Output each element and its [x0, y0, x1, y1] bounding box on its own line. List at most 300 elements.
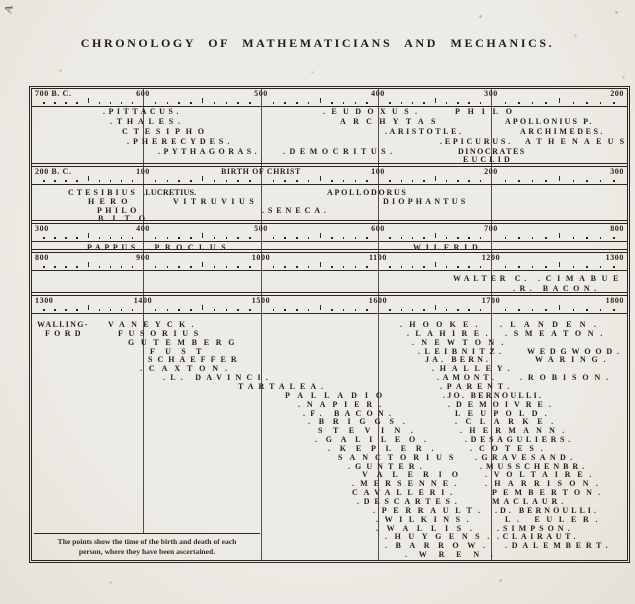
- half-century-tick: [435, 233, 436, 238]
- decade-tick: [273, 102, 275, 104]
- half-century-tick: [559, 98, 560, 103]
- decade-tick: [446, 237, 448, 239]
- scale-baseline: [32, 184, 627, 185]
- decade-tick: [446, 309, 448, 311]
- person-name: .LAHIRE.: [407, 329, 494, 338]
- decade-tick: [505, 237, 507, 239]
- decade-tick: [237, 309, 239, 311]
- decade-tick: [76, 309, 78, 311]
- decade-tick: [132, 266, 134, 268]
- decade-tick: [389, 237, 391, 239]
- century-label: 1000: [251, 253, 271, 262]
- decade-tick: [308, 266, 310, 268]
- century-label: 1300: [35, 296, 54, 305]
- person-name: .WILKINS.: [376, 515, 476, 524]
- person-name: .KEPLER.: [328, 444, 444, 453]
- band-separator: [32, 292, 627, 296]
- decade-tick: [214, 309, 216, 311]
- person-name: WEDGWOOD.: [527, 347, 624, 356]
- decade-tick: [505, 180, 507, 182]
- decade-tick: [54, 237, 56, 239]
- decade-tick: [110, 266, 112, 268]
- decade-tick: [155, 102, 157, 104]
- century-label: 400: [136, 224, 150, 233]
- person-name: PHILO: [97, 206, 140, 215]
- decade-tick: [331, 266, 333, 268]
- decade-tick: [355, 180, 357, 182]
- decade-tick: [343, 266, 345, 268]
- person-name: .PERRAULT.: [373, 506, 487, 515]
- decade-tick: [412, 237, 414, 239]
- person-name: WILFRID: [413, 243, 483, 252]
- decade-tick: [43, 237, 45, 239]
- decade-tick: [237, 102, 239, 104]
- decade-tick: [412, 180, 414, 182]
- half-century-tick: [88, 98, 89, 103]
- decade-tick: [457, 237, 459, 239]
- half-century-tick: [202, 176, 203, 181]
- century-label: 1500: [251, 296, 271, 305]
- chronology-table: [29, 86, 630, 563]
- century-divider-line: [261, 89, 262, 167]
- decade-tick: [284, 102, 286, 104]
- decade-tick: [389, 180, 391, 182]
- person-name: PALLADIO: [285, 391, 390, 400]
- decade-tick: [518, 102, 520, 104]
- decade-tick: [366, 266, 368, 268]
- century-label: 900: [136, 253, 150, 262]
- decade-tick: [480, 180, 482, 182]
- half-century-tick: [559, 176, 560, 181]
- century-label: 800: [35, 253, 49, 262]
- decade-tick: [423, 180, 425, 182]
- decade-tick: [505, 266, 507, 268]
- decade-tick: [613, 309, 615, 311]
- century-label: 300: [610, 167, 624, 176]
- decade-tick: [457, 102, 459, 104]
- decade-tick: [190, 102, 192, 104]
- decade-tick: [121, 180, 123, 182]
- decade-tick: [190, 237, 192, 239]
- person-name: .GUNTER.: [348, 462, 427, 471]
- person-name: CAVALLERI.: [352, 488, 458, 497]
- decade-tick: [412, 309, 414, 311]
- decade-tick: [423, 266, 425, 268]
- decade-tick: [401, 266, 403, 268]
- decade-tick: [331, 102, 333, 104]
- person-name: EUCLID: [463, 155, 513, 164]
- half-century-tick: [320, 98, 321, 103]
- decade-tick: [237, 180, 239, 182]
- century-divider-line: [261, 296, 262, 560]
- decade-tick: [457, 180, 459, 182]
- half-century-tick: [559, 305, 560, 310]
- decade-tick: [249, 237, 251, 239]
- person-name: MACLAUR.: [492, 497, 568, 506]
- half-century-tick: [435, 305, 436, 310]
- decade-tick: [366, 180, 368, 182]
- person-name: .HARRISON.: [485, 479, 606, 488]
- decade-tick: [401, 180, 403, 182]
- person-name: L. EULER.: [505, 515, 605, 524]
- person-name: ARCHIMEDES.: [520, 127, 605, 136]
- person-name: .SIMPSON.: [497, 524, 574, 533]
- footnote-line-2: person, where they have been ascertained.: [78, 546, 216, 556]
- century-label: 1700: [481, 296, 501, 305]
- decade-tick: [121, 266, 123, 268]
- person-name: PHILO: [455, 107, 520, 116]
- person-name: .MUSSCHENBR.: [480, 462, 589, 471]
- half-century-tick: [202, 98, 203, 103]
- person-name: DIOPHANTUS: [383, 197, 469, 206]
- decade-tick: [155, 309, 157, 311]
- decade-tick: [155, 237, 157, 239]
- decade-tick: [214, 237, 216, 239]
- half-century-tick: [202, 262, 203, 267]
- person-name: .DALEMBERT.: [505, 541, 613, 550]
- person-name: .NAPIER.: [298, 400, 389, 409]
- band-separator: [32, 220, 627, 224]
- decade-tick: [468, 102, 470, 104]
- decade-tick: [65, 102, 67, 104]
- decade-tick: [99, 266, 101, 268]
- person-name: GUTEMBERG: [128, 338, 242, 347]
- decade-tick: [43, 266, 45, 268]
- decade-tick: [600, 180, 602, 182]
- person-name: VANEYCK.: [108, 320, 200, 329]
- decade-tick: [343, 309, 345, 311]
- person-name: .HOOKE.: [400, 320, 485, 329]
- person-name: .WALLIS.: [376, 524, 481, 533]
- decade-tick: [76, 266, 78, 268]
- decade-tick: [366, 309, 368, 311]
- person-name: ARCHYTAS: [340, 117, 443, 126]
- decade-tick: [457, 266, 459, 268]
- century-label: 200: [610, 89, 624, 98]
- half-century-tick: [88, 262, 89, 267]
- decade-tick: [532, 266, 534, 268]
- decade-tick: [545, 237, 547, 239]
- person-name: DINOCRATES: [458, 147, 526, 156]
- person-name: .GRAVESAND.: [475, 453, 577, 462]
- person-name: WARING.: [535, 355, 612, 364]
- decade-tick: [505, 102, 507, 104]
- century-label: 1400: [133, 296, 153, 305]
- person-name: PEMBERTON.: [492, 488, 607, 497]
- person-name: .ARISTOTLE.: [385, 127, 464, 136]
- decade-tick: [613, 180, 615, 182]
- decade-tick: [468, 237, 470, 239]
- decade-tick: [586, 180, 588, 182]
- decade-tick: [167, 180, 169, 182]
- decade-tick: [355, 102, 357, 104]
- century-label: 1600: [368, 296, 388, 305]
- decade-tick: [532, 309, 534, 311]
- century-label: 100: [136, 167, 150, 176]
- scale-baseline: [32, 313, 627, 314]
- decade-tick: [284, 266, 286, 268]
- decade-tick: [389, 309, 391, 311]
- decade-tick: [600, 237, 602, 239]
- scan-specks: [0, 0, 1, 1]
- decade-tick: [545, 266, 547, 268]
- decade-tick: [343, 102, 345, 104]
- decade-tick: [226, 180, 228, 182]
- decade-tick: [121, 102, 123, 104]
- person-name: .JO. BERNOULLI.: [443, 391, 544, 400]
- decade-tick: [76, 180, 78, 182]
- decade-tick: [296, 102, 298, 104]
- decade-tick: [65, 237, 67, 239]
- person-name: FUSORIUS: [118, 329, 204, 338]
- century-label: BIRTH OF CHRIST: [221, 167, 301, 176]
- decade-tick: [132, 309, 134, 311]
- decade-tick: [226, 266, 228, 268]
- decade-tick: [132, 237, 134, 239]
- decade-tick: [355, 266, 357, 268]
- printer-signature-mark: A: [2, 3, 16, 15]
- decade-tick: [296, 180, 298, 182]
- person-name: .VOLTAIRE.: [485, 470, 599, 479]
- person-name: APOLLONIUS P.: [505, 117, 594, 126]
- century-label: 300: [484, 89, 498, 98]
- footnote-rule: [34, 533, 260, 534]
- decade-tick: [355, 237, 357, 239]
- person-name: .PARENT.: [440, 382, 515, 391]
- decade-tick: [518, 266, 520, 268]
- decade-tick: [132, 180, 134, 182]
- half-century-tick: [88, 305, 89, 310]
- person-name: .LEIBNITZ.: [418, 347, 506, 356]
- decade-tick: [518, 237, 520, 239]
- person-name: STEVIN.: [318, 426, 424, 435]
- person-name: .PYTHAGORAS.: [158, 147, 261, 156]
- footnote-line-1: The points show the time of the birth and death of each: [57, 537, 237, 546]
- person-name: SCHAEFFER: [148, 355, 242, 364]
- decade-tick: [389, 266, 391, 268]
- decade-tick: [389, 102, 391, 104]
- decade-tick: [249, 180, 251, 182]
- decade-tick: [178, 266, 180, 268]
- half-century-tick: [320, 262, 321, 267]
- decade-tick: [532, 180, 534, 182]
- person-name: .SMEATON.: [505, 329, 609, 338]
- decade-tick: [54, 309, 56, 311]
- decade-tick: [249, 102, 251, 104]
- decade-tick: [273, 180, 275, 182]
- decade-tick: [178, 237, 180, 239]
- decade-tick: [532, 237, 534, 239]
- person-name: VITRUVIUS: [173, 197, 259, 206]
- decade-tick: [54, 266, 56, 268]
- decade-tick: [613, 237, 615, 239]
- decade-tick: [480, 102, 482, 104]
- decade-tick: [573, 237, 575, 239]
- decade-tick: [99, 102, 101, 104]
- decade-tick: [600, 309, 602, 311]
- decade-tick: [446, 180, 448, 182]
- decade-tick: [480, 237, 482, 239]
- decade-tick: [226, 237, 228, 239]
- person-name: .SENECA.: [262, 206, 330, 215]
- person-name: .PROCLUS.: [147, 243, 239, 252]
- decade-tick: [249, 266, 251, 268]
- decade-tick: [308, 237, 310, 239]
- decade-tick: [76, 237, 78, 239]
- century-label: 1800: [605, 296, 624, 305]
- scale-baseline: [32, 270, 627, 271]
- scale-baseline: [32, 241, 627, 242]
- person-name: .CAXTON.: [140, 364, 234, 373]
- person-name: .DESAGULIERS.: [465, 435, 574, 444]
- decade-tick: [273, 237, 275, 239]
- decade-tick: [468, 266, 470, 268]
- decade-tick: [401, 102, 403, 104]
- half-century-tick: [320, 233, 321, 238]
- century-label: 500: [254, 89, 268, 98]
- half-century-tick: [88, 233, 89, 238]
- century-label: 1100: [369, 253, 387, 262]
- decade-tick: [355, 309, 357, 311]
- half-century-tick: [88, 176, 89, 181]
- century-label: 200 B. C.: [35, 167, 72, 176]
- decade-tick: [110, 309, 112, 311]
- person-name: .D. BERNOULLI.: [495, 506, 599, 515]
- decade-tick: [423, 102, 425, 104]
- decade-tick: [155, 180, 157, 182]
- person-name: TARTALEA.: [238, 382, 329, 391]
- decade-tick: [178, 309, 180, 311]
- decade-tick: [226, 309, 228, 311]
- decade-tick: [331, 309, 333, 311]
- decade-tick: [273, 266, 275, 268]
- decade-tick: [99, 309, 101, 311]
- half-century-tick: [559, 233, 560, 238]
- decade-tick: [167, 102, 169, 104]
- century-label: 600: [136, 89, 150, 98]
- decade-tick: [412, 266, 414, 268]
- decade-tick: [545, 309, 547, 311]
- person-name: .GALILEO.: [315, 435, 435, 444]
- decade-tick: [273, 309, 275, 311]
- decade-tick: [296, 309, 298, 311]
- person-name: .HERMANN.: [460, 426, 572, 435]
- decade-tick: [214, 180, 216, 182]
- half-century-tick: [202, 305, 203, 310]
- decade-tick: [167, 309, 169, 311]
- decade-tick: [65, 266, 67, 268]
- decade-tick: [600, 266, 602, 268]
- band-separator: [32, 249, 627, 253]
- half-century-tick: [435, 176, 436, 181]
- person-name: CTESIBIUS: [68, 188, 138, 197]
- decade-tick: [586, 309, 588, 311]
- decade-tick: [110, 102, 112, 104]
- century-label: 400: [371, 89, 385, 98]
- person-name: SANCTORIUS: [338, 453, 461, 462]
- person-name: LEUPOLD.: [455, 409, 555, 418]
- decade-tick: [331, 237, 333, 239]
- decade-tick: [284, 237, 286, 239]
- decade-tick: [43, 180, 45, 182]
- person-name: .LANDEN.: [500, 320, 605, 329]
- person-name: .WREN.: [405, 550, 505, 559]
- decade-tick: [190, 309, 192, 311]
- decade-tick: [613, 102, 615, 104]
- decade-tick: [331, 180, 333, 182]
- person-name: JA. BERN.: [425, 355, 492, 364]
- decade-tick: [613, 266, 615, 268]
- decade-tick: [343, 237, 345, 239]
- person-name: .BRIGGS.: [308, 417, 414, 426]
- decade-tick: [423, 237, 425, 239]
- decade-tick: [249, 309, 251, 311]
- person-name: ATHENAEUS: [525, 137, 631, 146]
- person-name: VALERIO: [362, 470, 468, 479]
- decade-tick: [214, 102, 216, 104]
- decade-tick: [54, 180, 56, 182]
- decade-tick: [284, 309, 286, 311]
- person-name: .CLARKE.: [455, 417, 562, 426]
- person-name: CTESIPHO: [122, 127, 210, 136]
- decade-tick: [446, 266, 448, 268]
- person-name: .BARROW.: [385, 541, 494, 550]
- decade-tick: [308, 102, 310, 104]
- decade-tick: [284, 180, 286, 182]
- person-name: FORD: [45, 329, 85, 338]
- decade-tick: [518, 309, 520, 311]
- decade-tick: [412, 102, 414, 104]
- decade-tick: [343, 180, 345, 182]
- century-label: 300: [35, 224, 49, 233]
- person-name: .R. BACON.: [513, 284, 601, 293]
- person-name: .DESCARTES.: [357, 497, 462, 506]
- century-label: 800: [610, 224, 624, 233]
- person-name: .L. DAVINCI.: [163, 373, 274, 382]
- person-name: APOLLODORUS: [327, 188, 408, 197]
- decade-tick: [237, 266, 239, 268]
- person-name: .COTES.: [470, 444, 550, 453]
- decade-tick: [518, 180, 520, 182]
- decade-tick: [54, 102, 56, 104]
- decade-tick: [110, 180, 112, 182]
- half-century-tick: [435, 262, 436, 267]
- decade-tick: [468, 309, 470, 311]
- decade-tick: [532, 102, 534, 104]
- decade-tick: [586, 102, 588, 104]
- decade-tick: [99, 180, 101, 182]
- decade-tick: [99, 237, 101, 239]
- decade-tick: [121, 309, 123, 311]
- person-name: WALLING-: [37, 320, 89, 329]
- decade-tick: [586, 266, 588, 268]
- decade-tick: [573, 180, 575, 182]
- decade-tick: [423, 309, 425, 311]
- person-name: .PHERECYDES.: [127, 137, 234, 146]
- decade-tick: [366, 102, 368, 104]
- person-name: .F. BACON.: [303, 409, 397, 418]
- century-label: 1300: [605, 253, 624, 262]
- person-name: .DEMOCRITUS.: [283, 147, 397, 156]
- century-label: 1200: [481, 253, 501, 262]
- decade-tick: [308, 180, 310, 182]
- person-name: .AMONT.: [437, 373, 498, 382]
- decade-tick: [480, 309, 482, 311]
- band-separator: [32, 163, 627, 167]
- half-century-tick: [559, 262, 560, 267]
- decade-tick: [600, 102, 602, 104]
- person-name: .HALLEY.: [432, 364, 516, 373]
